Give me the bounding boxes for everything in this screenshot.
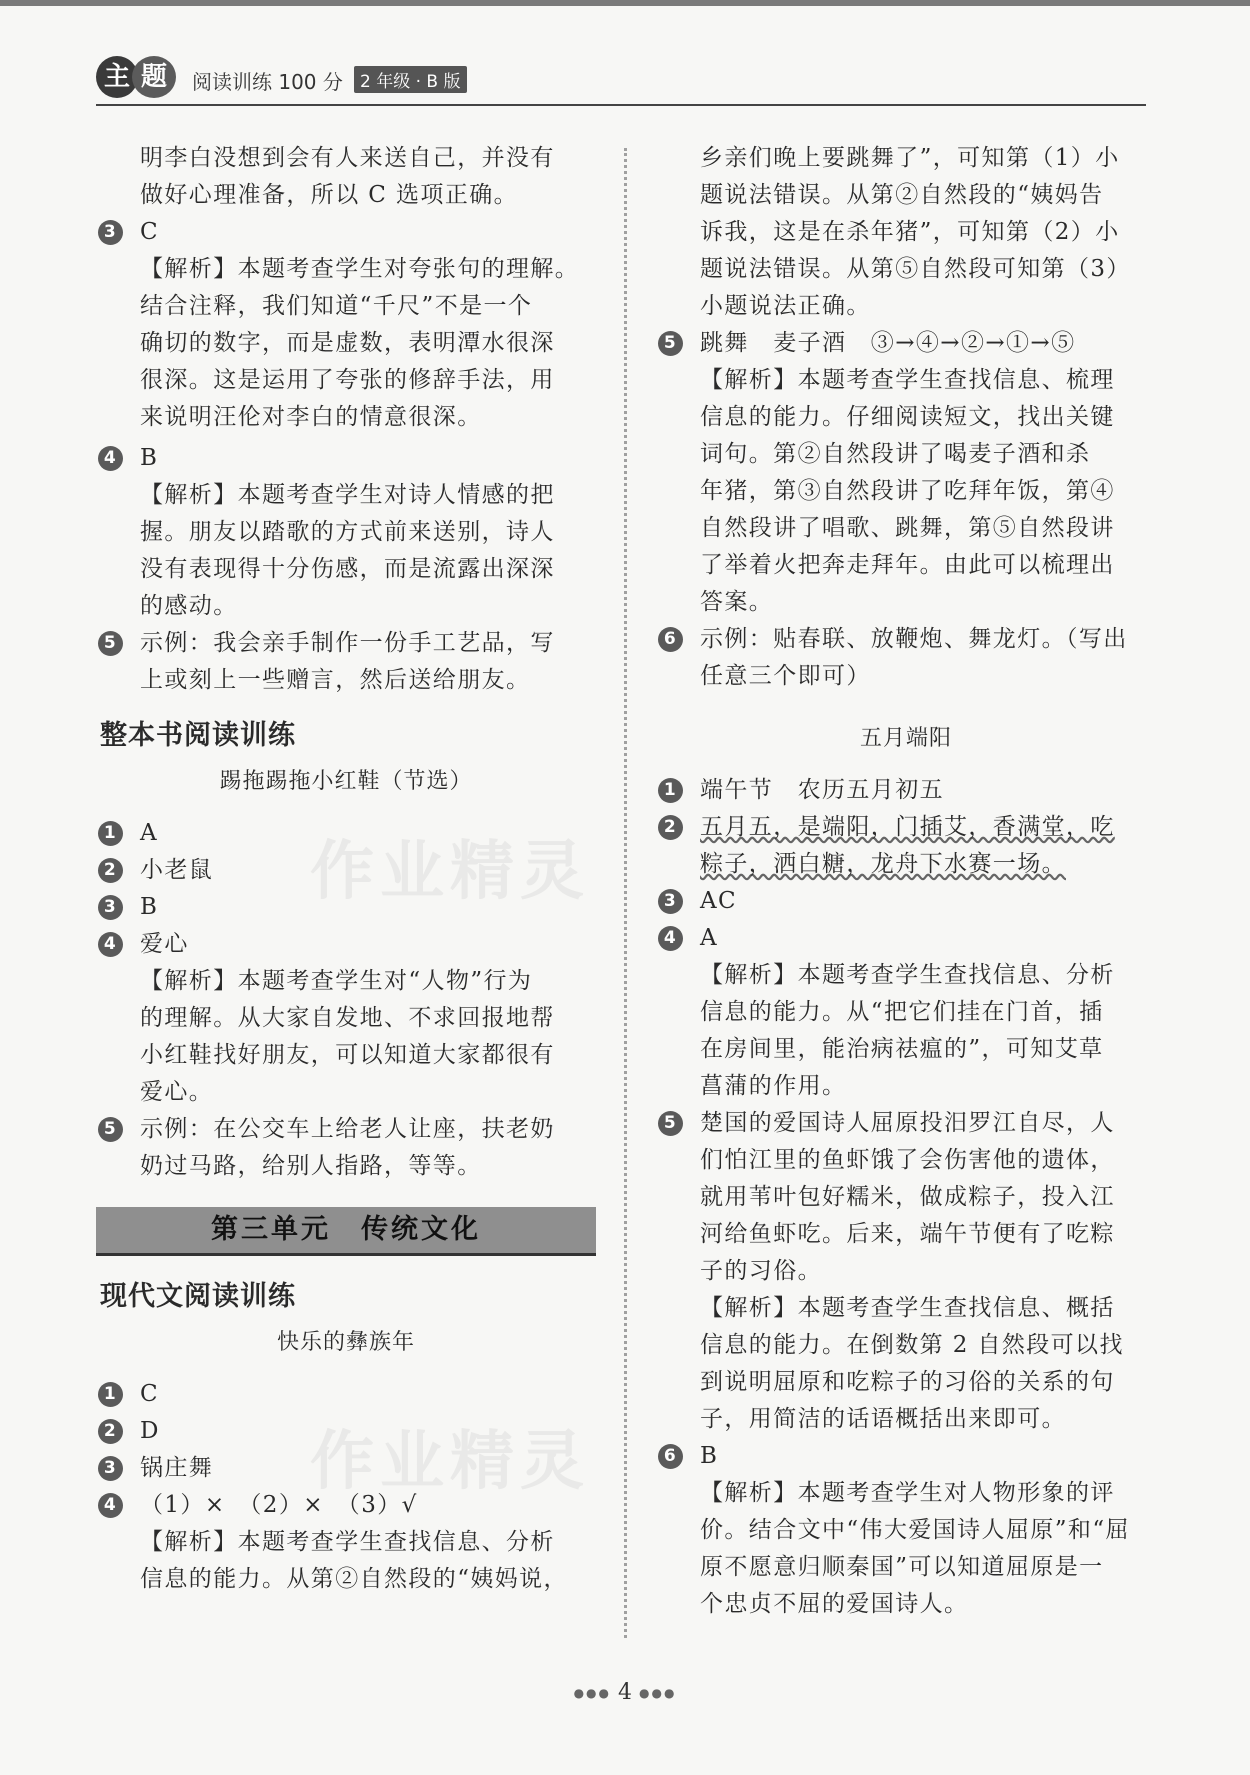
question-number-badge: 2 <box>658 815 683 840</box>
answer-text: 锅庄舞 <box>140 1455 214 1481</box>
question-number-badge: 3 <box>98 220 123 245</box>
column-divider <box>624 148 627 1638</box>
explanation-line: 原不愿意归顺秦国”可以知道屈原是一 <box>700 1554 1104 1580</box>
explanation-line: 【解析】本题考查学生查找信息、分析 <box>140 1529 555 1555</box>
explanation-line: 词句。第②自然段讲了喝麦子酒和杀 <box>700 441 1091 467</box>
explanation-line: 个忠贞不屈的爱国诗人。 <box>700 1591 969 1617</box>
answer-text: 跳舞 麦子酒 ③→④→②→①→⑤ <box>700 330 1076 356</box>
intro-line: 诉我，这是在杀年猪”，可知第（2）小 <box>700 219 1120 245</box>
passage-title: 踢拖踢拖小红鞋（节选） <box>219 769 473 794</box>
answer-item <box>96 926 596 1111</box>
explanation-line: 确切的数字，而是虚数，表明潭水很深 <box>140 330 555 356</box>
explanation-line: 子的习俗。 <box>700 1258 822 1284</box>
left-column <box>96 140 596 1598</box>
intro-line: 题说法错误。从第⑤自然段可知第（3） <box>700 256 1131 282</box>
answer-text: 小老鼠 <box>140 857 214 883</box>
explanation-line: 菖蒲的作用。 <box>700 1073 847 1099</box>
question-number-badge: 4 <box>98 1493 123 1518</box>
answer-text: B <box>140 445 159 471</box>
explanation-line: 年猪，第③自然段讲了吃拜年饭，第④ <box>700 478 1115 504</box>
explanation-line: 们怕江里的鱼虾饿了会伤害他的遗体， <box>700 1147 1115 1173</box>
explanation-line: 到说明屈原和吃粽子的习俗的关系的句 <box>700 1369 1115 1395</box>
answer-text: 五月五，是端阳，门插艾，香满堂，吃 <box>700 814 1115 840</box>
answer-item <box>656 772 1156 809</box>
explanation-line: 了举着火把奔走拜年。由此可以梳理出 <box>700 552 1115 578</box>
question-number-badge: 4 <box>98 932 123 957</box>
answer-text: 楚国的爱国诗人屈原投汨罗江自尽，人 <box>700 1110 1115 1136</box>
intro-line: 乡亲们晚上要跳舞了”，可知第（1）小 <box>700 145 1120 171</box>
right-column <box>656 140 1156 1623</box>
intro-line: 题说法错误。从第②自然段的“姨妈告 <box>700 182 1104 208</box>
answer-item <box>96 889 596 926</box>
question-number-badge: 5 <box>98 631 123 656</box>
explanation-line: 的理解。从大家自发地、不求回报地帮 <box>140 1005 555 1031</box>
answer-text: B <box>700 1443 719 1469</box>
answer-item <box>96 1111 596 1185</box>
answer-text: A <box>700 925 719 951</box>
intro-line: 小题说法正确。 <box>700 293 871 319</box>
explanation-line: 就用苇叶包好糯米，做成粽子，投入江 <box>700 1184 1115 1210</box>
answer-item <box>656 621 1156 695</box>
explanation-line: 没有表现得十分伤感，而是流露出深深 <box>140 556 555 582</box>
answer-text: D <box>140 1418 160 1444</box>
explanation-line: 【解析】本题考查学生查找信息、梳理 <box>700 367 1115 393</box>
answer-item <box>96 1413 596 1450</box>
answer-text: （1）× （2）× （3）√ <box>140 1492 418 1518</box>
question-number-badge: 3 <box>98 1456 123 1481</box>
answer-text: 示例：我会亲手制作一份手工艺品，写 <box>140 630 555 656</box>
watermark-2: 作业精灵 <box>310 1425 590 1499</box>
book-title: 阅读训练 100 分 <box>192 70 343 94</box>
explanation-line: 握。朋友以踏歌的方式前来送别，诗人 <box>140 519 555 545</box>
question-number-badge: 3 <box>658 889 683 914</box>
explanation-line: 【解析】本题考查学生查找信息、概括 <box>700 1295 1115 1321</box>
explanation-line: 信息的能力。在倒数第 2 自然段可以找 <box>700 1332 1124 1358</box>
question-number-badge: 6 <box>658 1444 683 1469</box>
explanation-line: 【解析】本题考查学生对夸张句的理解。 <box>140 256 580 282</box>
intro-line: 明李白没想到会有人来送自己，并没有 <box>140 145 555 171</box>
question-number-badge: 5 <box>658 1111 683 1136</box>
question-number-badge: 6 <box>658 627 683 652</box>
answer-item <box>656 809 1156 883</box>
question-number-badge: 1 <box>658 778 683 803</box>
question-number-badge: 1 <box>98 821 123 846</box>
explanation-line: 奶过马路，给别人指路，等等。 <box>140 1153 482 1179</box>
answer-item <box>96 214 596 436</box>
explanation-line: 【解析】本题考查学生对诗人情感的把 <box>140 482 555 508</box>
unit-banner: 第三单元 传统文化 <box>96 1207 596 1256</box>
question-number-badge: 4 <box>98 446 123 471</box>
intro-line: 做好心理准备，所以 C 选项正确。 <box>140 182 519 208</box>
answer-item <box>96 1450 596 1487</box>
grade-badge: 2 年级 · B 版 <box>354 66 467 93</box>
passage-title: 五月端阳 <box>859 726 952 751</box>
answer-item <box>96 440 596 625</box>
explanation-line: 信息的能力。从第②自然段的“姨妈说， <box>140 1566 568 1592</box>
answer-item <box>96 815 596 852</box>
question-number-badge: 5 <box>658 331 683 356</box>
dots-decoration-right: ●●● <box>639 1686 677 1700</box>
answer-item <box>96 1376 596 1413</box>
passage-title: 快乐的彝族年 <box>276 1330 415 1355</box>
question-number-badge: 1 <box>98 1382 123 1407</box>
series-logo <box>96 56 188 98</box>
section-heading-whole-book: 整本书阅读训练 <box>100 720 296 751</box>
explanation-line: 来说明汪伦对李白的情意很深。 <box>140 404 482 430</box>
page-header <box>96 52 1146 106</box>
explanation-line: 子，用简洁的话语概括出来即可。 <box>700 1406 1066 1432</box>
explanation-line: 【解析】本题考查学生对“人物”行为 <box>140 968 533 994</box>
question-number-badge: 3 <box>98 895 123 920</box>
answer-text: A <box>140 820 159 846</box>
explanation-line: 任意三个即可） <box>700 663 871 689</box>
question-number-badge: 4 <box>658 926 683 951</box>
explanation-line: 信息的能力。从“把它们挂在门首，插 <box>700 999 1104 1025</box>
answer-item <box>656 1438 1156 1623</box>
explanation-line: 【解析】本题考查学生查找信息、分析 <box>700 962 1115 988</box>
answer-text: 端午节 农历五月初五 <box>700 777 944 803</box>
explanation-line: 结合注释，我们知道“千尺”不是一个 <box>140 293 533 319</box>
logo-char-1: 主 <box>96 56 138 98</box>
explanation-line: 在房间里，能治病祛瘟的”，可知艾草 <box>700 1036 1104 1062</box>
explanation-line: 很深。这是运用了夸张的修辞手法，用 <box>140 367 555 393</box>
top-border-line <box>0 0 1250 6</box>
explanation-line: 粽子，洒白糖，龙舟下水赛一场。 <box>700 851 1066 877</box>
answer-text: 示例：在公交车上给老人让座，扶老奶 <box>140 1116 555 1142</box>
question-number-badge: 2 <box>98 1419 123 1444</box>
page-number-footer <box>560 1680 690 1705</box>
answer-text: C <box>140 1381 159 1407</box>
explanation-line: 河给鱼虾吃。后来，端午节便有了吃粽 <box>700 1221 1115 1247</box>
explanation-line: 自然段讲了唱歌、跳舞，第⑤自然段讲 <box>700 515 1115 541</box>
explanation-line: 的感动。 <box>140 593 238 619</box>
answer-item <box>656 325 1156 621</box>
question-number-badge: 5 <box>98 1117 123 1142</box>
explanation-line: 信息的能力。仔细阅读短文，找出关键 <box>700 404 1115 430</box>
explanation-line: 价。结合文中“伟大爱国诗人屈原”和“屈 <box>700 1517 1130 1543</box>
answer-text: 示例：贴春联、放鞭炮、舞龙灯。（写出 <box>700 626 1128 652</box>
explanation-line: 上或刻上一些赠言，然后送给朋友。 <box>140 667 531 693</box>
explanation-line: 答案。 <box>700 589 774 615</box>
logo-char-2: 题 <box>132 56 176 98</box>
section-heading-modern: 现代文阅读训练 <box>100 1281 296 1312</box>
answer-item <box>96 852 596 889</box>
question-number-badge: 2 <box>98 858 123 883</box>
explanation-line: 小红鞋找好朋友，可以知道大家都很有 <box>140 1042 555 1068</box>
answer-text: B <box>140 894 159 920</box>
explanation-line: 爱心。 <box>140 1079 214 1105</box>
watermark-1: 作业精灵 <box>310 835 590 909</box>
answer-text: C <box>140 219 159 245</box>
answer-item <box>656 1105 1156 1438</box>
answer-text: 爱心 <box>140 931 189 957</box>
answer-item <box>656 883 1156 920</box>
dots-decoration-left: ●●● <box>573 1686 611 1700</box>
explanation-line: 【解析】本题考查学生对人物形象的评 <box>700 1480 1115 1506</box>
answer-item <box>96 1487 596 1598</box>
answer-text: AC <box>700 888 738 914</box>
page-number: 4 <box>618 1680 632 1705</box>
answer-item <box>96 625 596 699</box>
answer-item <box>656 920 1156 1105</box>
